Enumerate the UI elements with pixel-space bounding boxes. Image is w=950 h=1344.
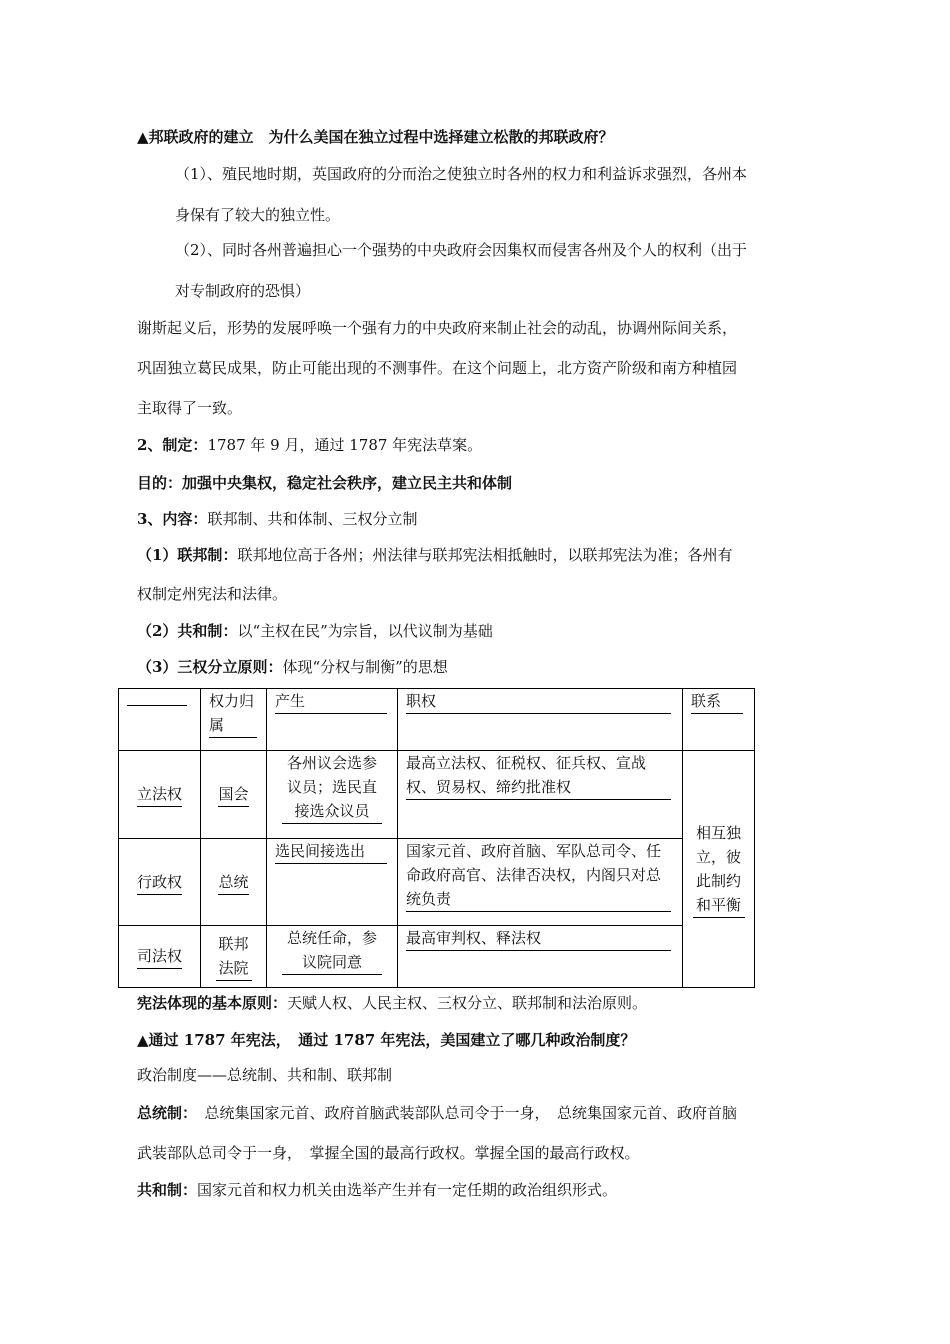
content-line [137, 509, 417, 529]
content-text: 联邦制、共和体制、三权分立制 [207, 510, 418, 528]
row-executive-origin: 选民间接选出 [267, 839, 398, 925]
paragraph-reason-1a: （1）、殖民地时期，英国政府的分而治之使独立时各州的权力和利益诉求强烈，各州本 [175, 165, 748, 183]
purpose-line: 目的：加强中央集权，稳定社会秩序，建立民主共和体制 [137, 474, 513, 492]
republic-text: 以“主权在民”为宗旨，以代议制为基础 [237, 622, 493, 640]
republic-label: （2）共和制： [137, 622, 238, 640]
header-cell-owner: 权力归属 [201, 689, 267, 751]
paragraph-shays-a: 谢斯起义后，形势的发展呼唤一个强有力的中央政府来制止社会的动乱，协调州际间关系， [137, 319, 738, 337]
presidential-line-a [137, 1103, 737, 1123]
section-heading-confederation: ▲邦联政府的建立 为什么美国在独立过程中选择建立松散的邦联政府？ [137, 128, 614, 146]
row-executive-power: 国家元首、政府首脑、军队总司令、任命政府高官、法律否决权，内阁只对总统负责 [398, 839, 683, 925]
row-executive-owner: 总统 [201, 839, 267, 925]
paragraph-shays-c: 主取得了一致。 [137, 399, 243, 417]
table-row [119, 839, 755, 925]
paragraph-shays-b: 巩固独立葛民成果，防止可能出现的不测事件。在这个问题上，北方资产阶级和南方种植园 [137, 359, 738, 377]
row-executive-name: 行政权 [119, 839, 201, 925]
paragraph-reason-2b: 对专制政府的恐惧） [175, 282, 311, 300]
header-cell-relation: 联系 [683, 689, 755, 751]
republic-system-text: 国家元首和权力机关由选举产生并有一定任期的政治组织形式。 [197, 1181, 618, 1199]
federal-line-b: 权制定州宪法和法律。 [137, 585, 288, 603]
table-row [119, 925, 755, 987]
enactment-text: 1787 年 9 月，通过 1787 年宪法草案。 [207, 436, 483, 454]
presidential-text-a: 总统集国家元首、政府首脑武装部队总司令于一身， 总统集国家元首、政府首脑 [189, 1104, 738, 1122]
content-label: 3、内容： [137, 510, 208, 528]
table-header-row [119, 689, 755, 751]
header-cell-blank [119, 689, 201, 751]
separation-of-powers-table [118, 688, 755, 988]
federal-label: （1）联邦制： [137, 546, 238, 564]
republic-line [137, 621, 493, 641]
paragraph-reason-2a: （2）、同时各州普遍担心一个强势的中央政府会因集权而侵害各州及个人的权利（出于 [175, 241, 748, 259]
paragraph-reason-1b: 身保有了较大的独立性。 [175, 206, 341, 224]
row-legislative-owner: 国会 [201, 751, 267, 839]
separation-label: （3）三权分立原则： [137, 658, 283, 676]
enactment-label: 2、制定： [137, 436, 208, 454]
header-cell-origin: 产生 [267, 689, 398, 751]
row-legislative-name: 立法权 [119, 751, 201, 839]
header-cell-power: 职权 [398, 689, 683, 751]
republic-system-line [137, 1180, 617, 1200]
presidential-line-b: 武装部队总司令于一身， 掌握全国的最高行政权。掌握全国的最高行政权。 [137, 1144, 640, 1162]
republic-system-label: 共和制： [137, 1181, 198, 1199]
principles-label: 宪法体现的基本原则： [137, 994, 288, 1012]
row-legislative-power: 最高立法权、征税权、征兵权、宣战权、贸易权、缔约批准权 [398, 751, 683, 839]
principles-text: 天赋人权、人民主权、三权分立、联邦制和法治原则。 [287, 994, 648, 1012]
section-heading-constitution: ▲通过 1787 年宪法， 通过 1787 年宪法，美国建立了哪几种政治制度？ [137, 1031, 636, 1049]
relation-cell: 相互独立，彼此制约和平衡 [683, 751, 755, 988]
federal-line-a [137, 545, 732, 565]
enactment-line [137, 435, 482, 455]
row-judicial-origin: 总统任命，参议院同意 [267, 925, 398, 987]
federal-text-a: 联邦地位高于各州；州法律与联邦宪法相抵触时，以联邦宪法为准；各州有 [237, 546, 733, 564]
row-judicial-name: 司法权 [119, 925, 201, 987]
presidential-label: 总统制： [137, 1104, 190, 1122]
separation-text: 体现“分权与制衡”的思想 [282, 658, 448, 676]
political-systems-line: 政治制度——总统制、共和制、联邦制 [137, 1066, 393, 1084]
row-legislative-origin: 各州议会选参议员；选民直接选众议员 [267, 751, 398, 839]
principles-line [137, 993, 647, 1013]
separation-line [137, 657, 448, 677]
row-judicial-owner: 联邦法院 [201, 925, 267, 987]
table-row [119, 751, 755, 839]
row-judicial-power: 最高审判权、释法权 [398, 925, 683, 987]
